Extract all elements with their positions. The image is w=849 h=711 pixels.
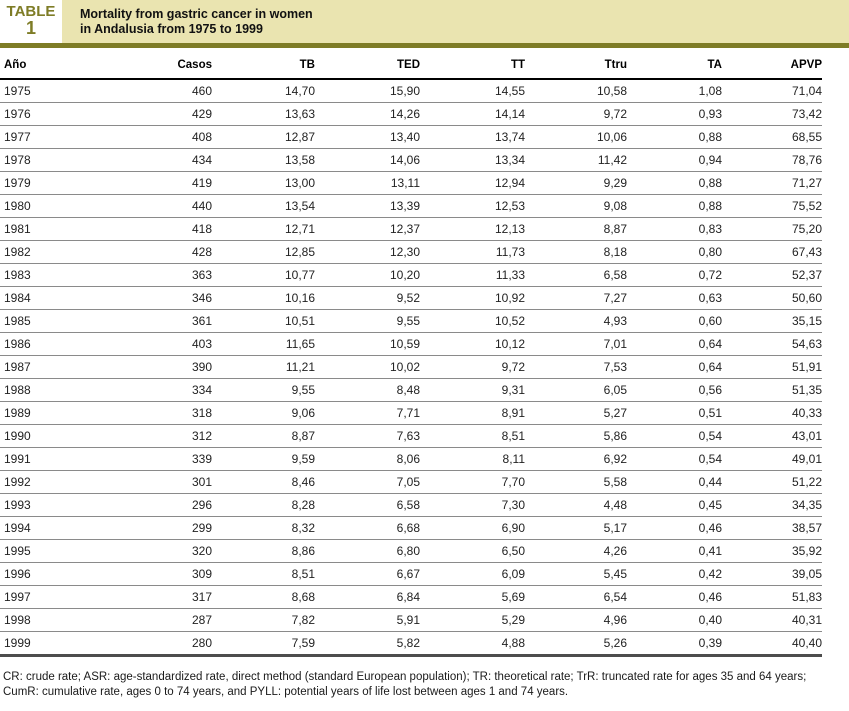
cell: 0,40 (698, 613, 722, 627)
cell: 418 (191, 222, 212, 236)
table-row (0, 149, 822, 172)
table-row (0, 310, 822, 333)
cell: 1978 (4, 153, 31, 167)
cell: 7,71 (396, 406, 420, 420)
cell: 1995 (4, 544, 31, 558)
cell: 0,54 (698, 452, 722, 466)
cell: 1999 (4, 636, 31, 650)
cell: 419 (191, 176, 212, 190)
cell: 7,27 (603, 291, 627, 305)
cell: 1991 (4, 452, 31, 466)
cell: 1996 (4, 567, 31, 581)
cell: 320 (191, 544, 212, 558)
cell: 13,11 (390, 176, 420, 190)
cell: 14,14 (494, 107, 525, 121)
table-row (0, 126, 822, 149)
table-row (0, 609, 822, 632)
header-row (0, 52, 822, 79)
cell: 35,92 (791, 544, 822, 558)
cell: 4,96 (603, 613, 627, 627)
cell: 9,52 (396, 291, 420, 305)
cell: 1985 (4, 314, 31, 328)
cell: 0,64 (698, 337, 722, 351)
cell: 9,72 (501, 360, 525, 374)
cell: 8,28 (291, 498, 315, 512)
cell: 6,92 (603, 452, 627, 466)
cell: 1981 (4, 222, 31, 236)
cell: 434 (191, 153, 212, 167)
cell: 4,88 (501, 636, 525, 650)
cell: 0,72 (698, 268, 722, 282)
cell: 51,91 (791, 360, 822, 374)
cell: 6,50 (501, 544, 525, 558)
cell: 1993 (4, 498, 31, 512)
cell: 10,20 (389, 268, 420, 282)
cell: 40,31 (791, 613, 822, 627)
cell: 8,06 (396, 452, 420, 466)
cell: 5,86 (603, 429, 627, 443)
cell: 312 (191, 429, 212, 443)
cell: 1979 (4, 176, 31, 190)
cell: 12,94 (494, 176, 525, 190)
table-row (0, 471, 822, 494)
column-header-7: APVP (790, 59, 822, 71)
cell: 8,46 (291, 475, 315, 489)
cell: 9,08 (603, 199, 627, 213)
cell: 0,64 (698, 360, 722, 374)
cell: 7,01 (603, 337, 627, 351)
cell: 13,40 (389, 130, 420, 144)
cell: 10,06 (596, 130, 627, 144)
cell: 13,58 (284, 153, 315, 167)
cell: 5,58 (603, 475, 627, 489)
cell: 14,70 (284, 84, 315, 98)
cell: 50,60 (791, 291, 822, 305)
cell: 11,42 (597, 153, 627, 167)
table-row (0, 264, 822, 287)
table-title-line2: in Andalusia from 1975 to 1999 (80, 21, 263, 36)
cell: 10,92 (494, 291, 525, 305)
cell: 75,52 (791, 199, 822, 213)
cell: 5,26 (603, 636, 627, 650)
cell: 390 (191, 360, 212, 374)
cell: 9,55 (291, 383, 315, 397)
mortality-data-table (0, 52, 822, 657)
cell: 7,30 (501, 498, 525, 512)
cell: 6,68 (396, 521, 420, 535)
column-header-3: TED (397, 59, 420, 71)
table-row (0, 356, 822, 379)
cell: 13,54 (284, 199, 315, 213)
cell: 0,80 (698, 245, 722, 259)
cell: 10,58 (596, 84, 627, 98)
cell: 10,51 (284, 314, 315, 328)
cell: 13,34 (494, 153, 525, 167)
cell: 5,45 (603, 567, 627, 581)
cell: 13,63 (284, 107, 315, 121)
table-number-label (0, 0, 62, 43)
cell: 10,52 (494, 314, 525, 328)
column-header-2: TB (299, 59, 315, 71)
cell: 280 (191, 636, 212, 650)
table-row (0, 79, 822, 103)
cell: 0,44 (698, 475, 722, 489)
cell: 8,51 (501, 429, 525, 443)
cell: 5,17 (603, 521, 627, 535)
accent-rule (0, 43, 849, 48)
cell: 403 (191, 337, 212, 351)
cell: 428 (191, 245, 212, 259)
table-row (0, 494, 822, 517)
cell: 75,20 (791, 222, 822, 236)
cell: 1983 (4, 268, 31, 282)
column-header-4: TT (510, 59, 525, 71)
cell: 1986 (4, 337, 31, 351)
cell: 12,30 (389, 245, 420, 259)
cell: 6,90 (501, 521, 525, 535)
cell: 7,82 (291, 613, 315, 627)
table-row (0, 195, 822, 218)
table-row (0, 632, 822, 656)
cell: 9,06 (291, 406, 315, 420)
table-body (0, 79, 822, 656)
cell: 9,55 (396, 314, 420, 328)
cell: 5,82 (396, 636, 420, 650)
cell: 1994 (4, 521, 31, 535)
cell: 6,58 (396, 498, 420, 512)
cell: 1992 (4, 475, 31, 489)
cell: 49,01 (791, 452, 822, 466)
cell: 11,65 (285, 337, 315, 351)
table-label-word: TABLE (6, 3, 56, 20)
cell: 13,39 (389, 199, 420, 213)
cell: 4,93 (603, 314, 627, 328)
cell: 1980 (4, 199, 31, 213)
cell: 8,87 (291, 429, 315, 443)
cell: 1984 (4, 291, 31, 305)
cell: 1988 (4, 383, 31, 397)
cell: 1990 (4, 429, 31, 443)
cell: 8,68 (291, 590, 315, 604)
table-row (0, 402, 822, 425)
cell: 12,53 (494, 199, 525, 213)
cell: 14,06 (389, 153, 420, 167)
cell: 6,58 (603, 268, 627, 282)
table-row (0, 287, 822, 310)
cell: 9,72 (603, 107, 627, 121)
column-header-6: TA (707, 59, 722, 71)
table-row (0, 540, 822, 563)
table-row (0, 103, 822, 126)
cell: 1976 (4, 107, 31, 121)
cell: 8,51 (291, 567, 315, 581)
cell: 6,67 (396, 567, 420, 581)
cell: 317 (191, 590, 212, 604)
cell: 1982 (4, 245, 31, 259)
cell: 361 (191, 314, 212, 328)
cell: 52,37 (791, 268, 822, 282)
cell: 318 (191, 406, 212, 420)
cell: 6,80 (396, 544, 420, 558)
cell: 8,87 (603, 222, 627, 236)
cell: 9,59 (291, 452, 315, 466)
table-row (0, 425, 822, 448)
cell: 68,55 (791, 130, 822, 144)
cell: 51,83 (791, 590, 822, 604)
table-title-box (62, 0, 849, 43)
table-row (0, 563, 822, 586)
cell: 0,88 (698, 176, 722, 190)
table-row (0, 517, 822, 540)
table-row (0, 333, 822, 356)
cell: 460 (191, 84, 212, 98)
cell: 71,27 (791, 176, 822, 190)
cell: 440 (191, 199, 212, 213)
table-row (0, 448, 822, 471)
cell: 0,83 (698, 222, 722, 236)
cell: 0,54 (698, 429, 722, 443)
cell: 51,35 (791, 383, 822, 397)
cell: 40,33 (791, 406, 822, 420)
cell: 339 (191, 452, 212, 466)
cell: 0,39 (698, 636, 722, 650)
cell: 7,05 (396, 475, 420, 489)
cell: 5,27 (603, 406, 627, 420)
cell: 67,43 (791, 245, 822, 259)
cell: 10,02 (389, 360, 420, 374)
cell: 78,76 (791, 153, 822, 167)
table-row (0, 379, 822, 402)
cell: 1989 (4, 406, 31, 420)
cell: 334 (191, 383, 212, 397)
cell: 10,77 (284, 268, 315, 282)
table-row (0, 172, 822, 195)
cell: 0,42 (698, 567, 722, 581)
cell: 51,22 (791, 475, 822, 489)
cell: 0,60 (698, 314, 722, 328)
cell: 8,91 (501, 406, 525, 420)
cell: 39,05 (791, 567, 822, 581)
cell: 14,26 (389, 107, 420, 121)
cell: 8,86 (291, 544, 315, 558)
column-header-0: Año (4, 59, 27, 71)
cell: 14,55 (494, 84, 525, 98)
cell: 8,48 (396, 383, 420, 397)
cell: 12,85 (284, 245, 315, 259)
cell: 5,69 (501, 590, 525, 604)
cell: 12,13 (494, 222, 525, 236)
cell: 0,94 (698, 153, 722, 167)
cell: 0,51 (698, 406, 722, 420)
table-footnote: CR: crude rate; ASR: age-standardized rate, direct method (standard European population); TR: theoretical rate; TrR: truncated rate for ages 35 and 64 years; CumR: cumulative rate, ages 0 to 74 years, and PYLL: potential years of life lost between ages 1 and 74 years. (3, 671, 807, 698)
cell: 309 (191, 567, 212, 581)
cell: 0,88 (698, 130, 722, 144)
cell: 11,73 (495, 245, 525, 259)
cell: 7,59 (291, 636, 315, 650)
cell: 296 (191, 498, 212, 512)
cell: 9,29 (603, 176, 627, 190)
cell: 7,53 (603, 360, 627, 374)
cell: 0,46 (698, 521, 722, 535)
cell: 346 (191, 291, 212, 305)
cell: 5,91 (396, 613, 420, 627)
cell: 299 (191, 521, 212, 535)
cell: 10,12 (494, 337, 525, 351)
cell: 13,74 (494, 130, 525, 144)
cell: 8,11 (502, 452, 525, 466)
table-title-line1: Mortality from gastric cancer in women (80, 6, 313, 21)
column-header-1: Casos (177, 59, 212, 71)
cell: 12,37 (389, 222, 420, 236)
cell: 10,59 (389, 337, 420, 351)
cell: 9,31 (501, 383, 525, 397)
cell: 429 (191, 107, 212, 121)
column-header-5: Ttru (604, 59, 627, 71)
cell: 1998 (4, 613, 31, 627)
cell: 8,18 (603, 245, 627, 259)
cell: 0,56 (698, 383, 722, 397)
cell: 363 (191, 268, 212, 282)
cell: 38,57 (791, 521, 822, 535)
cell: 0,41 (698, 544, 722, 558)
cell: 15,90 (389, 84, 420, 98)
cell: 6,05 (603, 383, 627, 397)
cell: 7,70 (501, 475, 525, 489)
cell: 1977 (4, 130, 31, 144)
cell: 11,33 (495, 268, 525, 282)
cell: 408 (191, 130, 212, 144)
table-row (0, 218, 822, 241)
cell: 0,88 (698, 199, 722, 213)
cell: 0,45 (698, 498, 722, 512)
cell: 54,63 (791, 337, 822, 351)
cell: 73,42 (791, 107, 822, 121)
cell: 7,63 (396, 429, 420, 443)
cell: 13,00 (284, 176, 315, 190)
cell: 0,93 (698, 107, 722, 121)
cell: 4,26 (603, 544, 627, 558)
table-label-number: 1 (25, 18, 36, 38)
cell: 8,32 (291, 521, 315, 535)
cell: 1987 (4, 360, 31, 374)
cell: 71,04 (791, 84, 822, 98)
cell: 6,09 (501, 567, 525, 581)
table-row (0, 241, 822, 264)
cell: 10,16 (284, 291, 315, 305)
title-band (0, 0, 849, 43)
cell: 35,15 (791, 314, 822, 328)
cell: 11,21 (285, 360, 315, 374)
table-row (0, 586, 822, 609)
cell: 12,71 (284, 222, 315, 236)
cell: 1997 (4, 590, 31, 604)
cell: 6,54 (603, 590, 627, 604)
cell: 0,63 (698, 291, 722, 305)
cell: 6,84 (396, 590, 420, 604)
cell: 287 (191, 613, 212, 627)
cell: 301 (191, 475, 212, 489)
cell: 34,35 (791, 498, 822, 512)
cell: 12,87 (284, 130, 315, 144)
cell: 0,46 (698, 590, 722, 604)
cell: 5,29 (501, 613, 525, 627)
cell: 1,08 (698, 84, 722, 98)
cell: 1975 (4, 84, 31, 98)
cell: 4,48 (603, 498, 627, 512)
cell: 40,40 (791, 636, 822, 650)
cell: 43,01 (791, 429, 822, 443)
